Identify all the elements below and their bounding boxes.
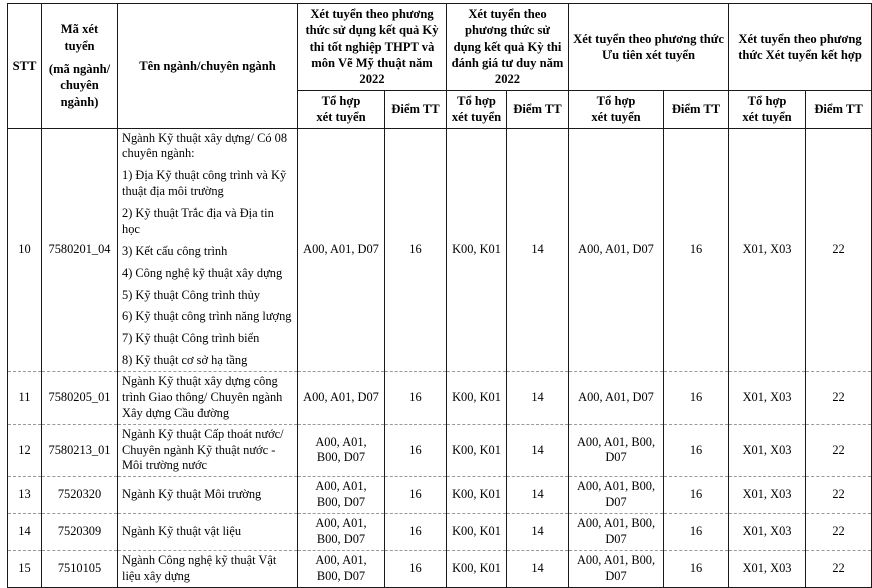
cell-ten-nganh xyxy=(118,372,298,425)
cell-diem-tt-uu-tien: 16 xyxy=(664,550,729,587)
cell-diem-tt-uu-tien: 16 xyxy=(664,477,729,514)
cell-diem-tt-ket-hop: 22 xyxy=(806,550,872,587)
cell-to-hop-thpt: A00, A01, D07 xyxy=(298,128,385,372)
cell-to-hop-danh-gia-tu-duy: K00, K01 xyxy=(447,128,507,372)
cell-diem-tt-danh-gia-tu-duy: 14 xyxy=(507,550,569,587)
cell-ten-nganh xyxy=(118,550,298,587)
specialization-item: 7) Kỹ thuật Công trình biển xyxy=(122,331,260,346)
cell-ten-nganh xyxy=(118,424,298,477)
cell-diem-tt-ket-hop: 22 xyxy=(806,477,872,514)
cell-diem-tt-uu-tien: 16 xyxy=(664,514,729,551)
header-ma-xet-tuyen xyxy=(42,4,118,129)
specialization-item: 3) Kết cấu công trình xyxy=(122,243,228,258)
cell-to-hop-ket-hop: X01, X03 xyxy=(729,550,806,587)
table-body xyxy=(8,128,872,587)
program-name: Ngành Kỹ thuật xây dựng/ Có 08 chuyên ngành: xyxy=(122,130,288,161)
cell-to-hop-thpt: A00, A01, B00, D07 xyxy=(298,514,385,551)
cell-to-hop-ket-hop: X01, X03 xyxy=(729,128,806,372)
program-name: Ngành Kỹ thuật xây dựng công trình Giao thông/ Chuyên ngành Xây dựng Cầu đường xyxy=(122,374,283,420)
header-to-hop-3-line1: Tổ hợp xyxy=(596,93,636,108)
header-to-hop-2-line2: xét tuyển xyxy=(451,110,502,125)
header-row-top xyxy=(8,4,872,91)
table-row xyxy=(8,514,872,551)
table-row xyxy=(8,128,872,372)
header-to-hop-2 xyxy=(447,90,507,128)
header-to-hop-4 xyxy=(729,90,806,128)
admission-score-table-page xyxy=(0,3,872,586)
table-header xyxy=(8,4,872,129)
cell-ma-xet-tuyen: 7580201_04 xyxy=(42,128,118,372)
cell-to-hop-ket-hop: X01, X03 xyxy=(729,477,806,514)
program-name: Ngành Kỹ thuật Môi trường xyxy=(122,487,262,502)
header-to-hop-2-line1: Tổ hợp xyxy=(457,93,496,108)
cell-ten-nganh xyxy=(118,514,298,551)
cell-to-hop-thpt: A00, A01, B00, D07 xyxy=(298,550,385,587)
specialization-item: 6) Kỹ thuật công trình năng lượng xyxy=(122,309,292,324)
header-to-hop-1-line2: xét tuyển xyxy=(316,110,366,125)
cell-to-hop-uu-tien: A00, A01, D07 xyxy=(569,372,664,425)
cell-to-hop-ket-hop: X01, X03 xyxy=(729,424,806,477)
cell-ma-xet-tuyen: 7520309 xyxy=(42,514,118,551)
cell-diem-tt-uu-tien: 16 xyxy=(664,372,729,425)
cell-to-hop-uu-tien: A00, A01, D07 xyxy=(569,128,664,372)
cell-stt: 15 xyxy=(8,550,42,587)
cell-stt: 14 xyxy=(8,514,42,551)
header-method-danh-gia-tu-duy: Xét tuyển theo phương thức sử dụng kết quả Kỳ thi đánh giá tư duy năm 2022 xyxy=(447,4,569,91)
table-row xyxy=(8,372,872,425)
specialization-list xyxy=(122,168,293,369)
header-to-hop-3-line2: xét tuyển xyxy=(591,110,641,125)
cell-diem-tt-thpt: 16 xyxy=(385,372,447,425)
cell-to-hop-danh-gia-tu-duy: K00, K01 xyxy=(447,477,507,514)
cell-to-hop-uu-tien: A00, A01, B00, D07 xyxy=(569,477,664,514)
specialization-item: 2) Kỹ thuật Trắc địa và Địa tin học xyxy=(122,206,274,236)
header-ma-line1: Mã xét tuyển xyxy=(60,22,99,53)
cell-to-hop-danh-gia-tu-duy: K00, K01 xyxy=(447,550,507,587)
cell-diem-tt-danh-gia-tu-duy: 14 xyxy=(507,128,569,372)
header-diem-tt-2: Điểm TT xyxy=(507,90,569,128)
cell-diem-tt-danh-gia-tu-duy: 14 xyxy=(507,372,569,425)
cell-to-hop-uu-tien: A00, A01, B00, D07 xyxy=(569,550,664,587)
cell-diem-tt-thpt: 16 xyxy=(385,514,447,551)
cell-diem-tt-ket-hop: 22 xyxy=(806,514,872,551)
cell-ma-xet-tuyen: 7580205_01 xyxy=(42,372,118,425)
cell-to-hop-uu-tien: A00, A01, B00, D07 xyxy=(569,514,664,551)
header-ma-line3: chuyên xyxy=(60,78,99,93)
header-diem-tt-3: Điểm TT xyxy=(664,90,729,128)
header-ma-line2: (mã ngành/ xyxy=(48,62,111,77)
cell-ma-xet-tuyen: 7520320 xyxy=(42,477,118,514)
header-method-uu-tien: Xét tuyển theo phương thức Ưu tiên xét tuyển xyxy=(569,4,729,91)
cell-to-hop-thpt: A00, A01, B00, D07 xyxy=(298,477,385,514)
program-name: Ngành Kỹ thuật Cấp thoát nước/ Chuyên ngành Kỹ thuật nước - Môi trường nước xyxy=(122,426,284,473)
cell-diem-tt-thpt: 16 xyxy=(385,550,447,587)
header-to-hop-4-line2: xét tuyển xyxy=(742,110,792,125)
specialization-item: 1) Địa Kỹ thuật công trình và Kỹ thuật địa môi trường xyxy=(122,168,287,199)
cell-diem-tt-thpt: 16 xyxy=(385,477,447,514)
cell-diem-tt-uu-tien: 16 xyxy=(664,128,729,372)
header-to-hop-3 xyxy=(569,90,664,128)
cell-diem-tt-ket-hop: 22 xyxy=(806,128,872,372)
cell-to-hop-uu-tien: A00, A01, B00, D07 xyxy=(569,424,664,477)
header-ma-line4: ngành) xyxy=(60,94,99,109)
table-row xyxy=(8,550,872,587)
admission-score-table xyxy=(7,3,872,588)
cell-to-hop-ket-hop: X01, X03 xyxy=(729,372,806,425)
header-stt: STT xyxy=(8,4,42,129)
cell-to-hop-thpt: A00, A01, B00, D07 xyxy=(298,424,385,477)
cell-stt: 11 xyxy=(8,372,42,425)
cell-diem-tt-danh-gia-tu-duy: 14 xyxy=(507,424,569,477)
table-row xyxy=(8,424,872,477)
cell-ten-nganh xyxy=(118,128,298,372)
cell-to-hop-danh-gia-tu-duy: K00, K01 xyxy=(447,514,507,551)
program-name: Ngành Kỹ thuật vật liệu xyxy=(122,523,242,538)
cell-diem-tt-danh-gia-tu-duy: 14 xyxy=(507,514,569,551)
header-ten-nganh: Tên ngành/chuyên ngành xyxy=(118,4,298,129)
header-ma-spacer xyxy=(46,54,113,61)
cell-ma-xet-tuyen: 7510105 xyxy=(42,550,118,587)
header-method-thpt: Xét tuyển theo phương thức sử dụng kết quả Kỳ thi tốt nghiệp THPT và môn Vẽ Mỹ thuật năm 2022 xyxy=(298,4,447,91)
cell-diem-tt-thpt: 16 xyxy=(385,128,447,372)
cell-to-hop-danh-gia-tu-duy: K00, K01 xyxy=(447,372,507,425)
cell-diem-tt-uu-tien: 16 xyxy=(664,424,729,477)
header-diem-tt-1: Điểm TT xyxy=(385,90,447,128)
specialization-item: 5) Kỹ thuật Công trình thủy xyxy=(122,287,261,302)
cell-stt: 12 xyxy=(8,424,42,477)
cell-to-hop-thpt: A00, A01, D07 xyxy=(298,372,385,425)
cell-diem-tt-ket-hop: 22 xyxy=(806,424,872,477)
cell-stt: 13 xyxy=(8,477,42,514)
header-to-hop-1 xyxy=(298,90,385,128)
cell-diem-tt-ket-hop: 22 xyxy=(806,372,872,425)
cell-diem-tt-thpt: 16 xyxy=(385,424,447,477)
table-row xyxy=(8,477,872,514)
cell-to-hop-ket-hop: X01, X03 xyxy=(729,514,806,551)
header-to-hop-1-line1: Tổ hợp xyxy=(321,93,361,108)
header-method-ket-hop: Xét tuyển theo phương thức Xét tuyển kết hợp xyxy=(729,4,872,91)
cell-diem-tt-danh-gia-tu-duy: 14 xyxy=(507,477,569,514)
specialization-item: 8) Kỹ thuật cơ sở hạ tầng xyxy=(122,353,248,368)
header-to-hop-4-line1: Tổ hợp xyxy=(747,93,787,108)
cell-ma-xet-tuyen: 7580213_01 xyxy=(42,424,118,477)
cell-to-hop-danh-gia-tu-duy: K00, K01 xyxy=(447,424,507,477)
program-name: Ngành Công nghệ kỹ thuật Vật liệu xây dựng xyxy=(122,552,277,583)
specialization-item: 4) Công nghệ kỹ thuật xây dựng xyxy=(122,265,283,280)
header-diem-tt-4: Điểm TT xyxy=(806,90,872,128)
cell-stt: 10 xyxy=(8,128,42,372)
cell-ten-nganh xyxy=(118,477,298,514)
